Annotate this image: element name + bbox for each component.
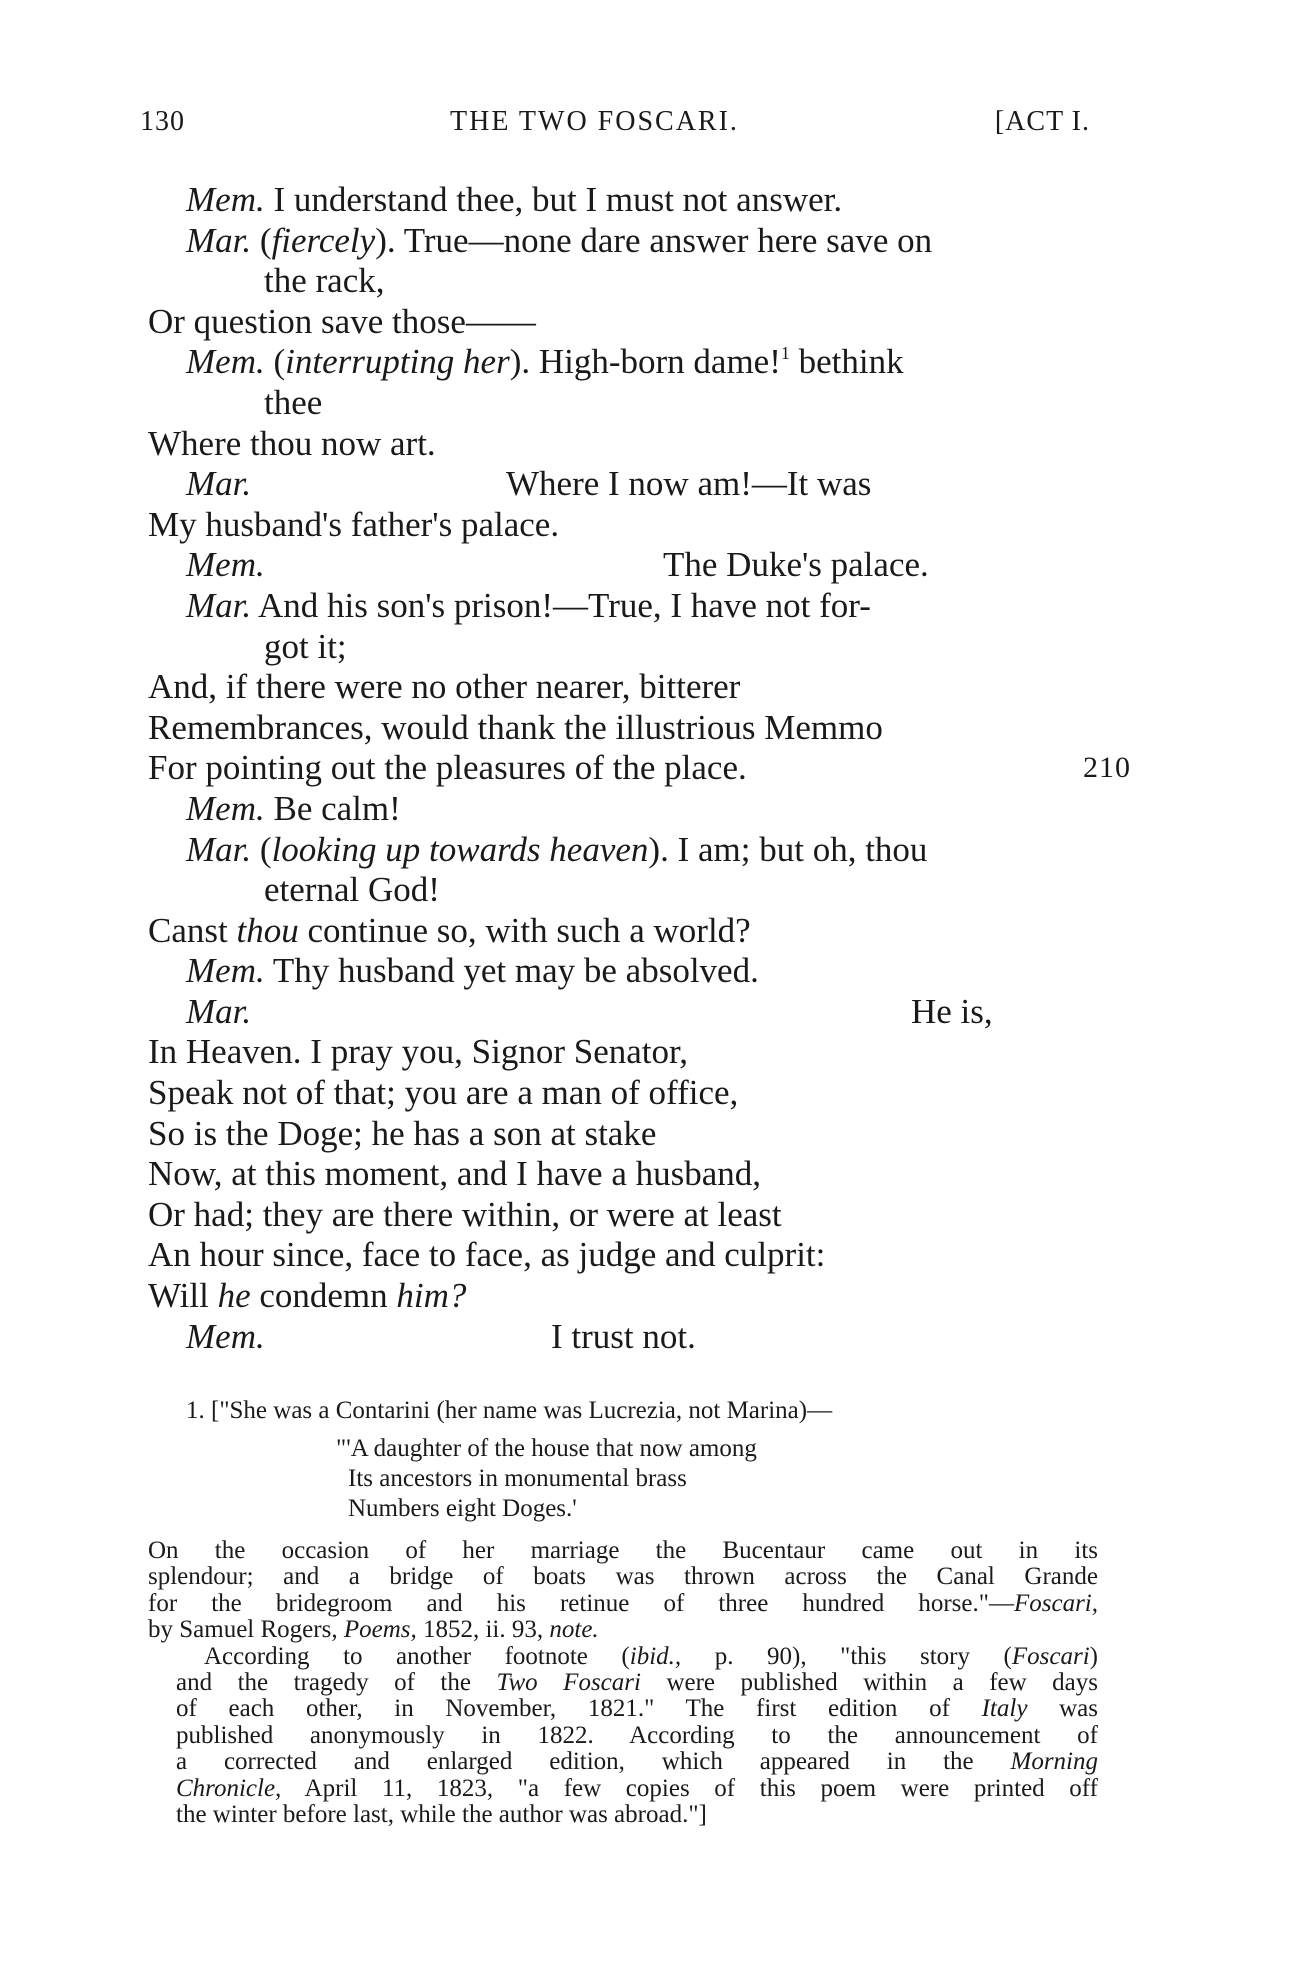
verse-line: [148, 424, 1098, 465]
line-text: continue so, with such a world?: [298, 910, 751, 950]
speaker-name: Mar.: [186, 991, 252, 1031]
note-line: According to another footnote (ibid., p. 90), "this story (Foscari): [204, 1642, 1098, 1670]
quote-line: "'A daughter of the house that now among: [336, 1435, 757, 1462]
line-number: 210: [1083, 751, 1131, 785]
paren: (: [264, 342, 286, 382]
verse-line: [148, 1276, 1098, 1317]
line-text: got it;: [264, 626, 347, 666]
line-text: He is,: [911, 991, 993, 1031]
verse-line: [148, 1073, 1098, 1114]
paren: ).: [648, 829, 669, 869]
footnote-first-line: [186, 1396, 832, 1426]
verse-line: [148, 911, 1098, 952]
footnote-paragraph: [148, 1538, 1098, 1644]
verse-line: [148, 505, 1098, 546]
line-text: Now, at this moment, and I have a husband,: [148, 1154, 762, 1194]
line-text: The Duke's palace.: [663, 545, 929, 585]
speaker-name: Mem.: [186, 545, 265, 585]
footnote-quote: [336, 1434, 769, 1524]
note-line: of each other, in November, 1821." The first edition of Italy was: [176, 1695, 1098, 1723]
line-text: Or question save those——: [148, 301, 536, 341]
paren: ).: [509, 342, 531, 382]
verse-line: [148, 789, 1098, 830]
act-marker: [ACT I.: [994, 106, 1090, 137]
verse-line: [148, 1195, 1098, 1236]
verse-line: [148, 221, 1098, 262]
line-text: I understand thee, but I must not answer.: [264, 180, 843, 219]
running-title: THE TWO FOSCARI.: [450, 106, 739, 137]
line-text: Canst: [148, 910, 237, 950]
line-text: And his son's prison!—True, I have not for-: [251, 585, 871, 625]
emphasis: Foscari: [1011, 1642, 1090, 1670]
emphasis: Morning: [1010, 1748, 1098, 1776]
verse-line: [148, 545, 1098, 586]
line-text: For pointing out the pleasures of the place.: [148, 748, 747, 788]
note-line: the winter before last, while the author was abroad."]: [176, 1801, 707, 1829]
note-line: splendour; and a bridge of boats was thrown across the Canal Grande: [148, 1563, 1098, 1591]
verse-line: [148, 342, 1098, 383]
line-text: I am; but oh, thou: [668, 829, 928, 869]
line-text: Thy husband yet may be absolved.: [264, 951, 759, 991]
speaker-name: Mar.: [186, 220, 252, 260]
emphasis: ibid.,: [629, 1642, 682, 1670]
emphasis: thou: [236, 910, 299, 950]
footnote-body: [148, 1538, 1098, 1828]
note-line: Chronicle, April 11, 1823, "a few copies of this poem were printed off: [176, 1774, 1098, 1802]
verse-line: [148, 870, 1098, 911]
page-number: 130: [140, 106, 185, 137]
verse-line: [148, 464, 1098, 505]
verse-line: [148, 586, 1098, 627]
emphasis: Italy: [981, 1695, 1028, 1723]
line-text: bethink: [789, 342, 904, 382]
verse-line: [148, 830, 1098, 871]
emphasis: Foscari,: [1013, 1589, 1098, 1617]
emphasis: he: [217, 1276, 251, 1316]
verse-line: [148, 1032, 1098, 1073]
speaker-name: Mem.: [186, 951, 265, 991]
footnote-marker: 1.: [186, 1397, 205, 1424]
line-text: Be calm!: [264, 788, 401, 828]
speaker-name: Mem.: [186, 788, 265, 828]
note-line: published anonymously in 1822. According to the announcement of: [176, 1721, 1098, 1749]
speaker-name: Mar.: [186, 829, 252, 869]
verse-line: [148, 992, 1098, 1033]
verse-line: [148, 383, 1098, 424]
line-text: So is the Doge; he has a son at stake: [148, 1113, 657, 1153]
footnote-paragraph: [148, 1644, 1098, 1829]
stage-direction: fiercely: [271, 220, 376, 260]
verse-line: [148, 1114, 1098, 1155]
speaker-name: Mar.: [186, 464, 252, 504]
verse-line: [148, 302, 1098, 343]
emphasis: Poems,: [343, 1616, 417, 1644]
paren: (: [251, 220, 272, 260]
note-line: and the tragedy of the Two Foscari were published within a few days: [176, 1669, 1099, 1697]
verse-line: [148, 1317, 1098, 1358]
line-text: True—none dare answer here save on: [395, 220, 933, 260]
paren: ).: [375, 220, 396, 260]
footnote-ref: 1: [780, 343, 790, 364]
stage-direction: looking up towards heaven: [271, 829, 649, 869]
running-header: [140, 106, 1090, 146]
verse-line: [148, 627, 1098, 668]
speaker-name: Mem.: [186, 342, 265, 382]
speaker-name: Mar.: [186, 585, 252, 625]
verse-line: [148, 708, 1098, 749]
line-text: Remembrances, would thank the illustrious Memmo: [148, 707, 883, 747]
line-text: thee: [264, 382, 323, 422]
emphasis: note.: [549, 1616, 599, 1644]
quote-line: Numbers eight Doges.': [348, 1495, 577, 1522]
verse-line: [148, 261, 1098, 302]
note-line: a corrected and enlarged edition, which appeared in the Morning: [176, 1748, 1098, 1776]
line-text: Where thou now art.: [148, 423, 436, 463]
stage-direction: interrupting her: [285, 342, 510, 382]
verse-line: [148, 748, 1131, 789]
line-text: Will: [148, 1276, 218, 1316]
line-text: eternal God!: [264, 870, 440, 910]
speaker-name: Mem.: [186, 180, 265, 219]
line-text: Where I now am!—It was: [506, 464, 872, 504]
verse-line: [148, 1235, 1098, 1276]
line-text: High-born dame!: [530, 342, 781, 382]
verse-line: [148, 1154, 1098, 1195]
line-text: the rack,: [264, 261, 385, 301]
line-text: Speak not of that; you are a man of office,: [148, 1073, 739, 1113]
note-line: by Samuel Rogers, Poems, 1852, ii. 93, note.: [148, 1616, 599, 1644]
line-text: Or had; they are there within, or were at least: [148, 1194, 782, 1234]
line-text: I trust not.: [551, 1316, 696, 1356]
line-text: In Heaven. I pray you, Signor Senator,: [148, 1032, 688, 1072]
emphasis: him?: [396, 1276, 467, 1316]
verse-line: [148, 951, 1098, 992]
emphasis: Two Foscari: [496, 1669, 641, 1697]
verse-line: [148, 667, 1098, 708]
emphasis: Chronicle,: [176, 1774, 282, 1802]
verse-line: [148, 180, 1098, 221]
line-text: An hour since, face to face, as judge and culprit:: [148, 1235, 826, 1275]
line-text: And, if there were no other nearer, bitterer: [148, 667, 741, 707]
footnote-text: ["She was a Contarini (her name was Lucrezia, not Marina)—: [204, 1397, 833, 1424]
note-line: On the occasion of her marriage the Bucentaur came out in its: [148, 1537, 1098, 1564]
line-text: condemn: [250, 1276, 397, 1316]
line-text: My husband's father's palace.: [148, 504, 560, 544]
speaker-name: Mem.: [186, 1316, 265, 1356]
paren: (: [251, 829, 272, 869]
verse-block: [148, 180, 1131, 1357]
quote-line: Its ancestors in monumental brass: [348, 1465, 687, 1492]
note-line: for the bridegroom and his retinue of three hundred horse."—Foscari,: [148, 1589, 1098, 1617]
